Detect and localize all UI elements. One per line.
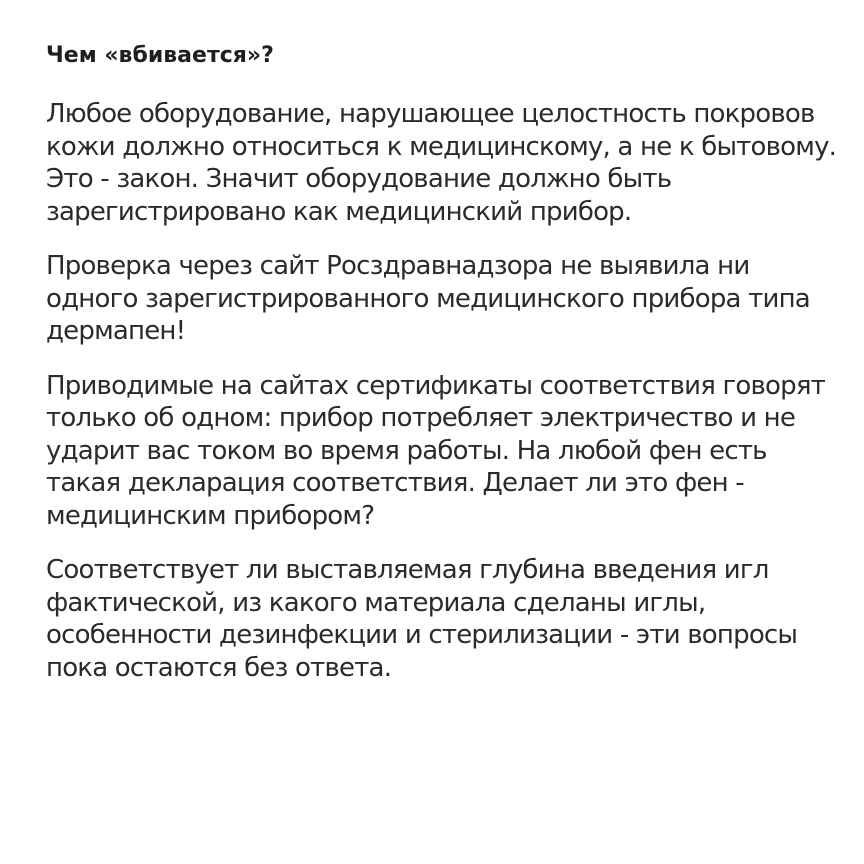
article-heading: Чем «вбивается»?	[46, 43, 274, 68]
paragraph-2: Проверка через сайт Росздравнадзора не выявила ни одного зарегистрированного медицинского прибора типа дермапен!	[46, 251, 810, 346]
paragraph-1: Любое оборудование, нарушающее целостность покровов кожи должно относиться к медицинскому, а не к бытовому. Это - закон. Значит оборудование должно быть зарегистрировано как медицинский прибор.	[46, 99, 837, 227]
article	[46, 38, 846, 706]
paragraph-3: Приводимые на сайтах сертификаты соответствия говорят только об одном: прибор потребляет электричество и не ударит вас током во время работы. На любой фен есть такая декларация соответствия. Делает ли это фен - медицинским прибором?	[46, 370, 826, 531]
paragraph-4: Соответствует ли выставляемая глубина введения игл фактической, из какого материала сделаны иглы, особенности дезинфекции и стерилизации - эти вопросы пока остаются без ответа.	[46, 555, 798, 683]
